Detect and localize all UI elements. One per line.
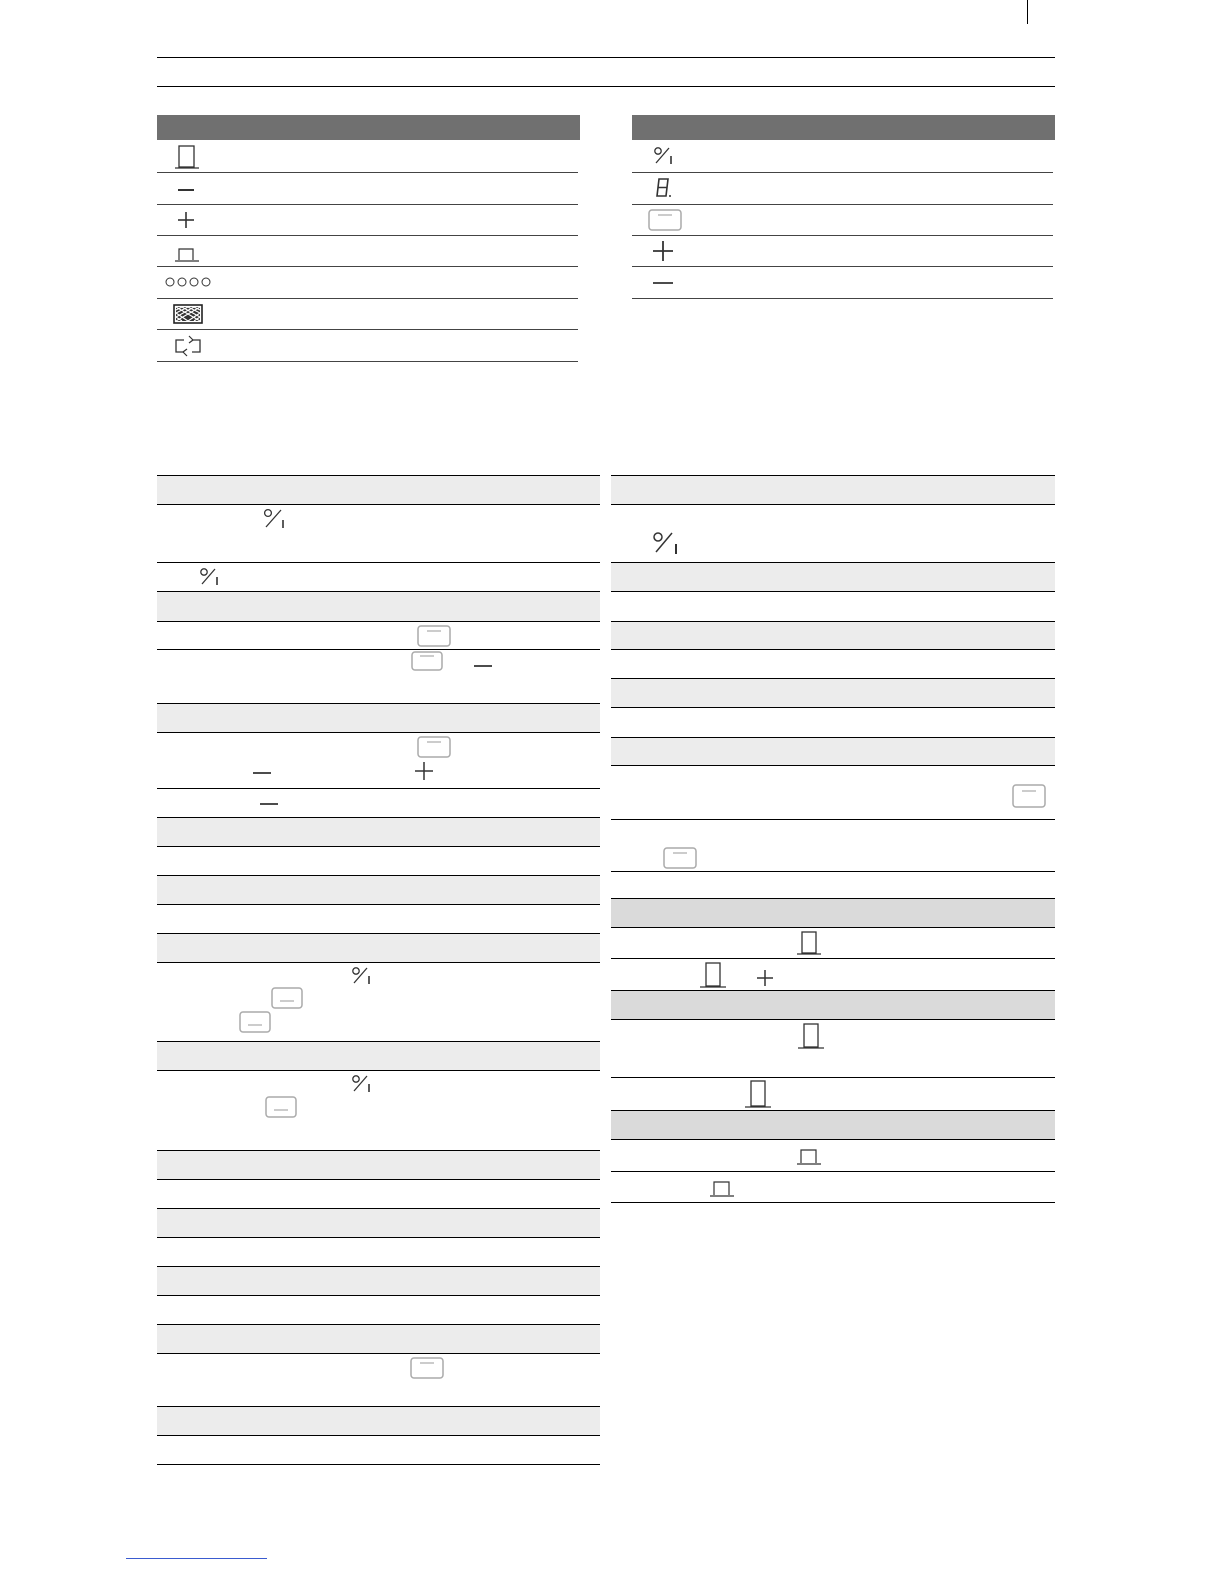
table-rule — [157, 788, 600, 789]
key-button-icon — [409, 1356, 445, 1380]
section-row — [611, 622, 1055, 649]
header-rule-bottom — [157, 86, 1055, 87]
four-circles-icon — [163, 275, 215, 289]
table-rule — [611, 927, 1055, 928]
table-rule — [157, 1464, 600, 1465]
plus-icon — [755, 968, 775, 988]
section-row — [157, 1407, 600, 1435]
row-divider — [632, 298, 1053, 299]
door-frame-icon — [743, 1078, 773, 1110]
row-divider — [157, 235, 578, 236]
display-table-header — [632, 115, 1055, 140]
grid-display-icon — [172, 303, 204, 325]
door-outline-icon — [795, 1146, 823, 1166]
key-button-icon — [416, 624, 452, 648]
key-button-icon — [662, 846, 698, 870]
key-button-icon — [1011, 783, 1047, 809]
section-row — [611, 679, 1055, 707]
cycle-arrows-icon — [172, 333, 204, 359]
table-rule — [611, 819, 1055, 820]
table-rule — [157, 649, 600, 650]
table-rule — [157, 621, 600, 622]
section-row — [157, 1267, 600, 1295]
key-button-icon — [264, 1095, 298, 1119]
row-divider — [157, 172, 578, 173]
table-rule — [157, 904, 600, 905]
plus-icon — [651, 239, 675, 263]
door-frame-icon — [795, 929, 823, 957]
table-rule — [611, 1077, 1055, 1078]
section-row — [611, 563, 1055, 591]
table-rule — [611, 1202, 1055, 1203]
door-frame-icon — [698, 960, 728, 990]
table-rule — [157, 562, 600, 563]
plus-icon — [413, 760, 435, 782]
footer-link[interactable] — [126, 1558, 267, 1559]
table-rule — [157, 1435, 600, 1436]
table-rule — [611, 1171, 1055, 1172]
crop-mark — [1027, 0, 1028, 24]
table-rule — [611, 591, 1055, 592]
key-button-icon — [416, 735, 452, 759]
section-row — [157, 476, 600, 504]
key-button-icon — [238, 1010, 272, 1034]
section-row — [157, 704, 600, 732]
section-row — [157, 818, 600, 846]
section-row — [157, 934, 600, 962]
key-button-icon — [410, 650, 444, 672]
row-divider — [157, 204, 578, 205]
percent-power-icon — [262, 507, 288, 531]
table-rule — [611, 1019, 1055, 1020]
table-rule — [157, 504, 600, 505]
table-rule — [157, 1353, 600, 1354]
percent-power-icon — [651, 530, 681, 556]
row-divider — [157, 361, 578, 362]
digit-display-icon — [653, 176, 675, 200]
minus-icon — [175, 180, 197, 200]
table-rule — [611, 765, 1055, 766]
table-rule — [611, 649, 1055, 650]
table-rule — [157, 1237, 600, 1238]
section-row — [611, 991, 1055, 1019]
row-divider — [632, 266, 1053, 267]
door-outline-icon — [708, 1178, 736, 1198]
minus-icon — [251, 764, 273, 782]
section-row — [157, 1209, 600, 1237]
section-row — [611, 1111, 1055, 1139]
minus-icon — [651, 273, 675, 293]
section-row — [157, 1042, 600, 1070]
table-rule — [611, 958, 1055, 959]
row-divider — [632, 204, 1053, 205]
table-rule — [157, 962, 600, 963]
section-row — [157, 1151, 600, 1179]
percent-power-icon — [652, 145, 676, 167]
table-rule — [157, 1179, 600, 1180]
section-row — [611, 738, 1055, 765]
row-divider — [632, 235, 1053, 236]
row-divider — [632, 172, 1053, 173]
table-rule — [611, 504, 1055, 505]
percent-power-icon — [350, 965, 374, 987]
minus-icon — [472, 657, 494, 675]
section-row — [611, 899, 1055, 927]
door-outline-icon — [173, 245, 201, 263]
minus-icon — [258, 795, 280, 813]
row-divider — [157, 266, 578, 267]
section-row — [611, 476, 1055, 504]
header-rule-top — [157, 57, 1055, 58]
plus-icon — [175, 209, 197, 231]
table-rule — [157, 732, 600, 733]
section-row — [157, 592, 600, 621]
table-rule — [611, 1139, 1055, 1140]
door-frame-icon — [173, 143, 201, 171]
table-rule — [157, 1070, 600, 1071]
key-button-icon — [647, 208, 683, 232]
door-frame-icon — [796, 1021, 826, 1051]
section-row — [157, 1325, 600, 1353]
row-divider — [157, 298, 578, 299]
row-divider — [157, 329, 578, 330]
table-rule — [157, 846, 600, 847]
section-row — [157, 876, 600, 904]
table-rule — [611, 871, 1055, 872]
percent-power-icon — [198, 566, 222, 588]
key-button-icon — [270, 986, 304, 1010]
control-panel-table-header — [157, 115, 580, 140]
table-rule — [611, 707, 1055, 708]
table-rule — [157, 1295, 600, 1296]
percent-power-icon — [350, 1073, 374, 1095]
